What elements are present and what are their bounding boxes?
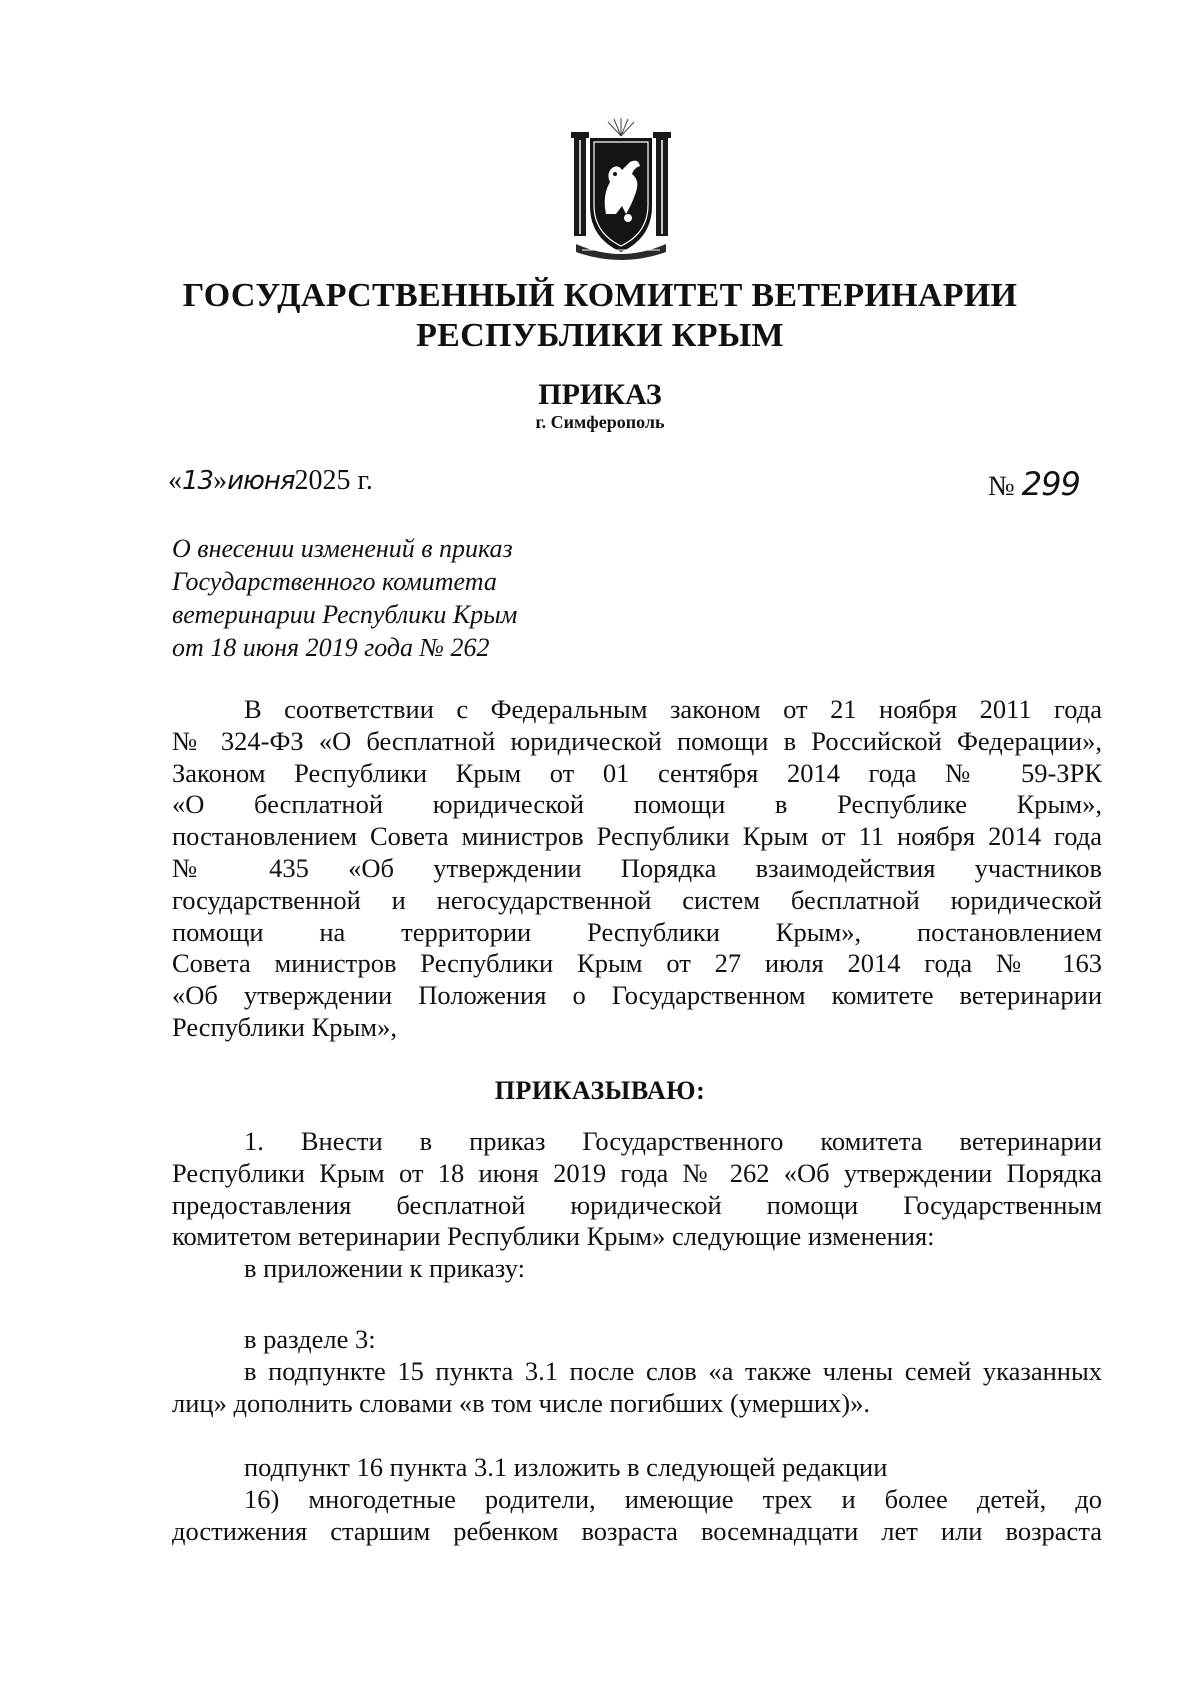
date-day: 13 — [182, 466, 214, 496]
item-1-line: в приложении к приказу: — [244, 1253, 525, 1284]
coat-of-arms-icon — [568, 118, 674, 264]
date-open-quote: « — [168, 465, 182, 496]
preamble-line: № 324-ФЗ «О бесплатной юридической помощи в Российской Федерации», — [172, 725, 1102, 756]
subject-line: от 18 июня 2019 года № 262 — [172, 633, 490, 662]
subject-line: Государственного комитета — [172, 567, 497, 596]
section-3-heading: в разделе 3: — [244, 1324, 376, 1354]
preamble-line: В соответствии с Федеральным законом от 21 ноября 2011 года — [244, 694, 1102, 724]
preamble-paragraph — [172, 694, 1102, 1044]
item-1-line: предоставления бесплатной юридической помощи Государственным — [172, 1189, 1102, 1220]
subject-line: О внесении изменений в приказ — [172, 534, 513, 563]
subpoint-16-paragraph — [172, 1452, 1102, 1547]
item-1-paragraph — [172, 1126, 1102, 1285]
subpoint-15-line: лиц» дополнить словами «в том числе погибших (умерших)». — [172, 1387, 871, 1418]
preamble-line: «О бесплатной юридической помощи в Республике Крым», — [172, 789, 1102, 820]
subpoint-15-paragraph — [172, 1356, 1102, 1420]
subpoint-16-line: подпункт 16 пункта 3.1 изложить в следующей редакции — [244, 1452, 888, 1482]
preamble-line: помощи на территории Республики Крым», постановлением — [172, 916, 1102, 947]
subpoint-16-line: 16) многодетные родители, имеющие трех и более детей, до — [244, 1483, 1102, 1514]
preamble-line: постановлением Совета министров Республики Крым от 11 ноября 2014 года — [172, 821, 1102, 852]
item-1-line: Республики Крым от 18 июня 2019 года № 262 «Об утверждении Порядка — [172, 1157, 1102, 1188]
organization-name-line2: РЕСПУБЛИКИ КРЫМ — [416, 317, 784, 354]
date-year: 2025 г. — [294, 465, 373, 496]
city: г. Симферополь — [535, 412, 665, 432]
preamble-line: № 435 «Об утверждении Порядка взаимодействия участников — [172, 852, 1102, 883]
preamble-line: государственной и негосударственной систем бесплатной юридической — [172, 884, 1102, 915]
preamble-line: «Об утверждении Положения о Государственном комитете ветеринарии — [172, 980, 1102, 1011]
preamble-line: Республики Крым», — [172, 1011, 397, 1042]
preamble-line: Совета министров Республики Крым от 27 июля 2014 года № 163 — [172, 948, 1102, 979]
document-subject — [172, 532, 517, 664]
organization-name-line1: ГОСУДАРСТВЕННЫЙ КОМИТЕТ ВЕТЕРИНАРИИ — [182, 277, 1018, 314]
document-date — [168, 465, 373, 497]
subject-line: ветеринарии Республики Крым — [172, 600, 518, 629]
number-value: 299 — [1021, 465, 1080, 503]
item-1-line: 1. Внести в приказ Государственного комитета ветеринарии — [244, 1126, 1102, 1156]
date-mid-quote: » — [213, 465, 228, 496]
order-heading: ПРИКАЗЫВАЮ: — [494, 1076, 706, 1105]
item-1-line: комитетом ветеринарии Республики Крым» следующие изменения: — [172, 1221, 935, 1252]
subpoint-15-line: в подпункте 15 пункта 3.1 после слов «а также члены семей указанных — [244, 1356, 1102, 1386]
preamble-line: Законом Республики Крым от 01 сентября 2014 года № 59-ЗРК — [172, 757, 1102, 788]
document-type: ПРИКАЗ — [538, 378, 662, 411]
document-number — [988, 465, 1080, 503]
date-month: июня — [227, 466, 295, 496]
subpoint-16-line: достижения старшим ребенком возраста восемнадцати лет или возраста — [172, 1515, 1102, 1546]
number-label: № — [988, 471, 1022, 502]
